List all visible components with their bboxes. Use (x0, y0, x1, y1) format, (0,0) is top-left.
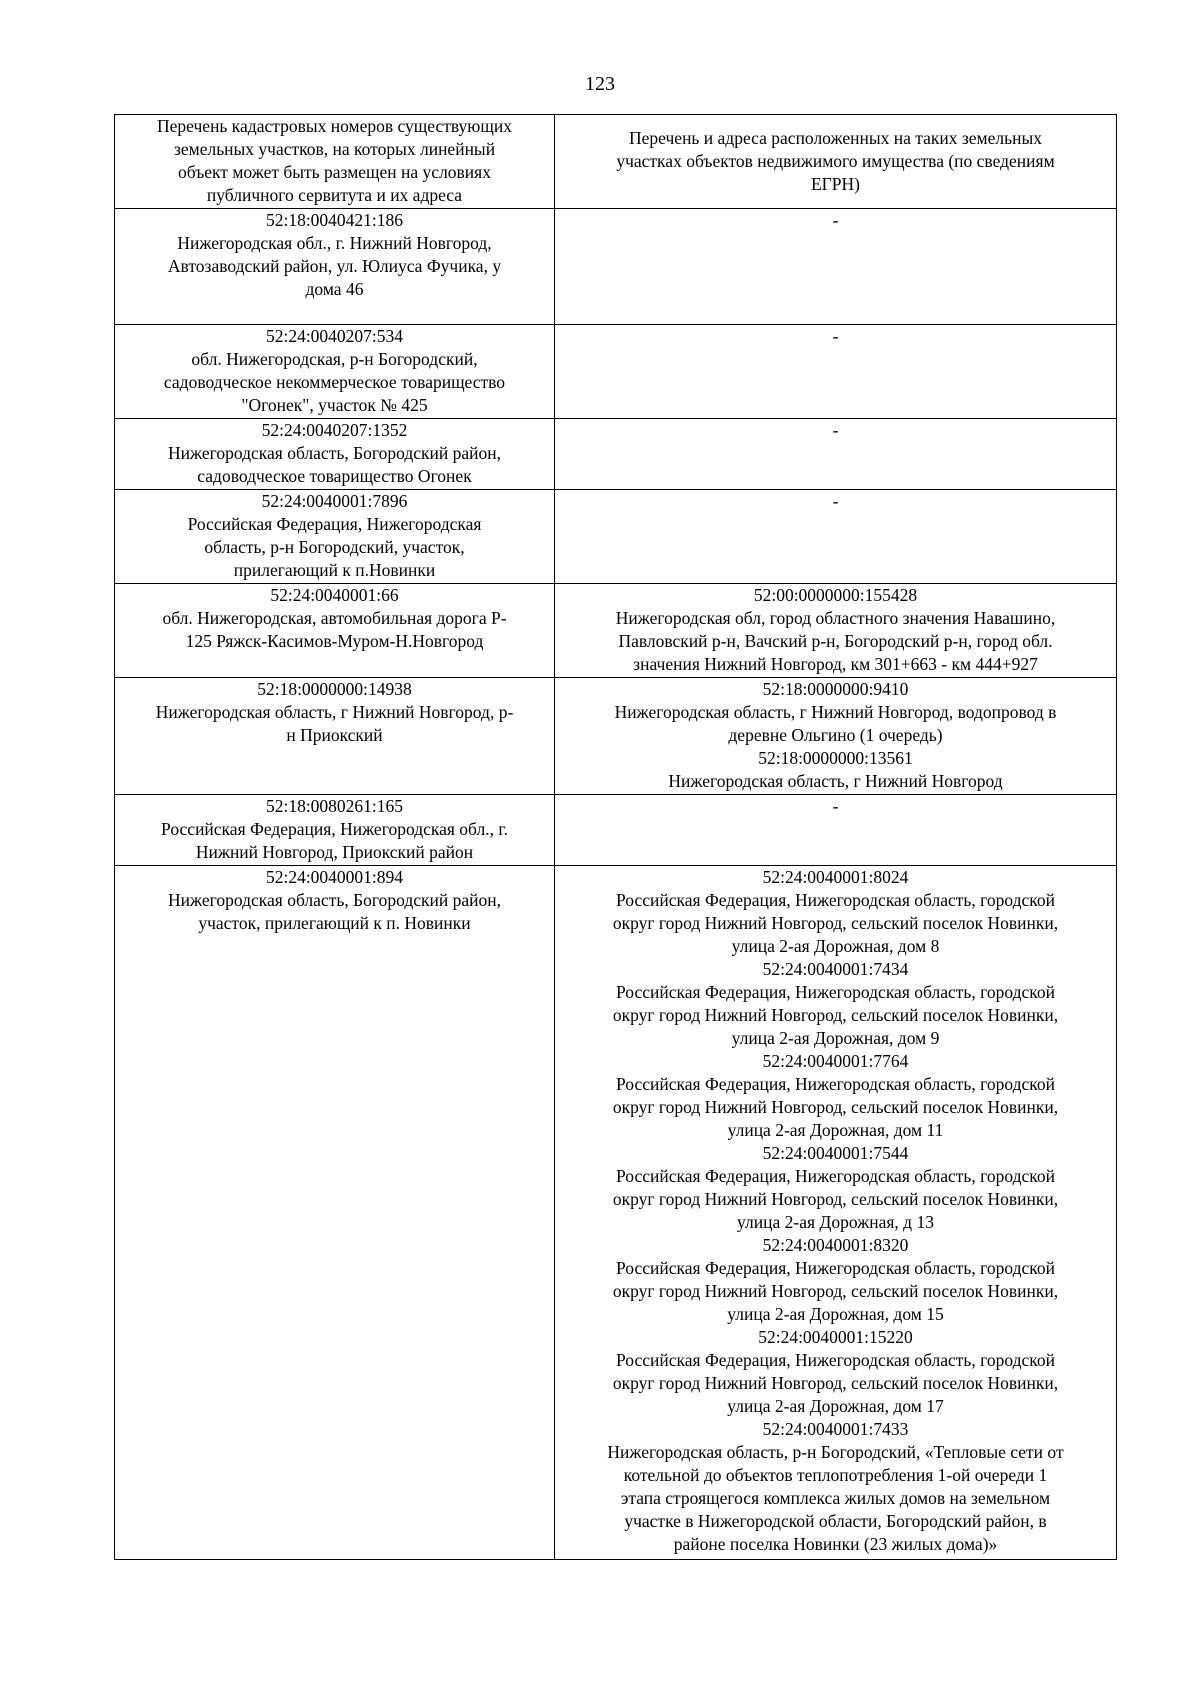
cell-text-line: - (832, 210, 839, 230)
cell-text-line: - (832, 491, 839, 511)
cell-text-line: область, р-н Богородский, участок, (204, 537, 465, 557)
table-row (115, 419, 1117, 490)
cell-text-line: участок, прилегающий к п. Новинки (198, 913, 471, 933)
cell-text-line: Нижегородская область, Богородский район, (167, 443, 502, 463)
cell-text-line: Автозаводский район, ул. Юлиуса Фучика, у (167, 256, 502, 276)
cell-text-line: улица 2-ая Дорожная, д 13 (737, 1212, 934, 1232)
cell-text-line: Российская Федерация, Нижегородская область, городской (616, 1074, 1055, 1094)
table-row (115, 866, 1117, 1560)
cell-text-line: 52:24:0040001:8024 (762, 867, 909, 887)
table-row (115, 490, 1117, 584)
cell-text-line: Российская Федерация, Нижегородская обл., г. (161, 819, 508, 839)
page-number: 123 (585, 73, 615, 95)
cell-text-line: - (832, 326, 839, 346)
cell-text-line: улица 2-ая Дорожная, дом 11 (727, 1120, 944, 1140)
cell-text-line: Нижегородская обл, город областного значения Навашино, (615, 608, 1056, 628)
cell-text-line: 125 Ряжск-Касимов-Муром-Н.Новгород (185, 631, 484, 651)
cell-text-line: - (832, 420, 839, 440)
cell-real-estate (555, 419, 1117, 490)
cell-text-line: улица 2-ая Дорожная, дом 17 (727, 1396, 944, 1416)
cell-text-line: Нижегородская область, Богородский район, (167, 890, 502, 910)
cell-land-plot (115, 678, 555, 795)
cell-text-line: 52:24:0040001:7434 (762, 959, 909, 979)
table-row (115, 325, 1117, 419)
cell-land-plot (115, 419, 555, 490)
cell-text-line: Нижегородская область, г Нижний Новгород, водопровод в (614, 702, 1057, 722)
cell-text-line: Перечень кадастровых номеров существующих (157, 116, 512, 136)
cell-text-line: прилегающий к п.Новинки (233, 560, 436, 580)
cell-text-line: Российская Федерация, Нижегородская область, городской (616, 1166, 1055, 1186)
table-header (115, 115, 1117, 209)
cell-text-line: Нижний Новгород, Приокский район (195, 842, 474, 862)
cell-text-line: улица 2-ая Дорожная, дом 9 (731, 1028, 940, 1048)
cell-text-line: дома 46 (305, 279, 364, 299)
cell-text-line: Перечень и адреса расположенных на таких земельных (629, 127, 1042, 148)
cell-text-line: участке в Нижегородской области, Богородский район, в (624, 1511, 1047, 1531)
cell-text-line: котельной до объектов теплопотребления 1-ой очереди 1 (623, 1465, 1048, 1485)
cell-text-line: 52:00:0000000:155428 (753, 585, 918, 605)
cell-text-line: 52:24:0040001:8320 (762, 1235, 909, 1255)
header-cell-real-estate-objects (555, 115, 1117, 209)
cell-text-line: 52:18:0000000:14938 (257, 679, 412, 699)
cell-land-plot (115, 325, 555, 419)
cell-real-estate (555, 490, 1117, 584)
cell-text-line: Российская Федерация, Нижегородская (187, 514, 482, 534)
cell-text-line: 52:24:0040001:15220 (758, 1327, 913, 1347)
cell-text-line: 52:18:0000000:13561 (758, 748, 913, 768)
table-row (115, 209, 1117, 325)
cell-text-line: Нижегородская область, г Нижний Новгород (668, 771, 1003, 791)
cell-text-line: 52:24:0040001:894 (265, 867, 404, 887)
cell-text-line: участках объектов недвижимого имущества (по сведениям (616, 150, 1055, 171)
table-body (115, 209, 1117, 1560)
cell-text-line: Российская Федерация, Нижегородская область, городской (616, 982, 1055, 1002)
cell-text-line: публичного сервитута и их адреса (206, 185, 463, 205)
cell-text-line: округ город Нижний Новгород, сельский поселок Новинки, (612, 1005, 1059, 1025)
header-cell-cadastral-numbers (115, 115, 555, 209)
cell-text-line: 52:24:0040001:7764 (762, 1051, 909, 1071)
cell-land-plot (115, 584, 555, 678)
cell-text-line: 52:24:0040207:534 (265, 326, 404, 346)
cell-land-plot (115, 490, 555, 584)
table-row (115, 678, 1117, 795)
cell-text-line: 52:18:0040421:186 (265, 210, 404, 230)
cell-text-line: округ город Нижний Новгород, сельский поселок Новинки, (612, 1373, 1059, 1393)
cell-text-line: Павловский р-н, Вачский р-н, Богородский р-н, город обл. (618, 631, 1053, 651)
cell-text-line: улица 2-ая Дорожная, дом 8 (731, 936, 940, 956)
cell-real-estate (555, 209, 1117, 325)
cell-real-estate (555, 866, 1117, 1560)
cell-real-estate (555, 678, 1117, 795)
header-row (115, 115, 1117, 209)
cell-real-estate (555, 325, 1117, 419)
cell-text-line: значения Нижний Новгород, км 301+663 - км 444+927 (633, 654, 1038, 674)
cell-text-line: 52:24:0040207:1352 (261, 420, 408, 440)
cell-text-line: округ город Нижний Новгород, сельский поселок Новинки, (612, 1281, 1059, 1301)
cell-text-line: округ город Нижний Новгород, сельский поселок Новинки, (612, 913, 1059, 933)
cell-text-line: объект может быть размещен на условиях (178, 162, 491, 182)
cell-text-line: Российская Федерация, Нижегородская область, городской (616, 890, 1055, 910)
cell-text-line: 52:24:0040001:7433 (762, 1419, 909, 1439)
cell-text-line: - (832, 796, 839, 816)
cell-text-line: округ город Нижний Новгород, сельский поселок Новинки, (612, 1097, 1059, 1117)
cell-text-line: 52:24:0040001:66 (270, 585, 399, 605)
cell-text-line: районе поселка Новинки (23 жилых дома)» (673, 1534, 998, 1554)
cell-text-line: садоводческое товарищество Огонек (197, 466, 472, 486)
cell-text-line: обл. Нижегородская, р-н Богородский, (191, 349, 478, 369)
cell-text-line: н Приокский (286, 725, 383, 745)
cell-text-line: 52:18:0000000:9410 (762, 679, 909, 699)
cell-text-line: Нижегородская обл., г. Нижний Новгород, (177, 233, 492, 253)
cell-text-line: ЕГРН) (810, 173, 860, 194)
cell-text-line: 52:24:0040001:7896 (261, 491, 408, 511)
cell-text-line: этапа строящегося комплекса жилых домов на земельном (620, 1488, 1051, 1508)
cell-text-line: округ город Нижний Новгород, сельский поселок Новинки, (612, 1189, 1059, 1209)
cell-real-estate (555, 584, 1117, 678)
cell-real-estate (555, 795, 1117, 866)
table-row (115, 795, 1117, 866)
table-row (115, 584, 1117, 678)
cell-text-line: Российская Федерация, Нижегородская область, городской (616, 1258, 1055, 1278)
cell-text-line: 52:18:0080261:165 (265, 796, 404, 816)
cell-text-line: садоводческое некоммерческое товарищество (163, 372, 506, 392)
cell-text-line: Российская Федерация, Нижегородская область, городской (616, 1350, 1055, 1370)
cell-land-plot (115, 795, 555, 866)
cell-text-line: Нижегородская область, р-н Богородский, «Тепловые сети от (607, 1442, 1064, 1462)
cell-text-line: "Огонек", участок № 425 (241, 395, 428, 415)
cell-text-line: обл. Нижегородская, автомобильная дорога Р- (162, 608, 507, 628)
cell-text-line: земельных участков, на которых линейный (173, 139, 496, 159)
cadastral-table (114, 114, 1117, 1560)
cell-land-plot (115, 866, 555, 1560)
cell-text-line: 52:24:0040001:7544 (762, 1143, 909, 1163)
cell-text-line: улица 2-ая Дорожная, дом 15 (727, 1304, 944, 1324)
cell-land-plot (115, 209, 555, 325)
cell-text-line: Нижегородская область, г Нижний Новгород, р- (155, 702, 514, 722)
cell-text-line: деревне Ольгино (1 очередь) (728, 725, 943, 745)
